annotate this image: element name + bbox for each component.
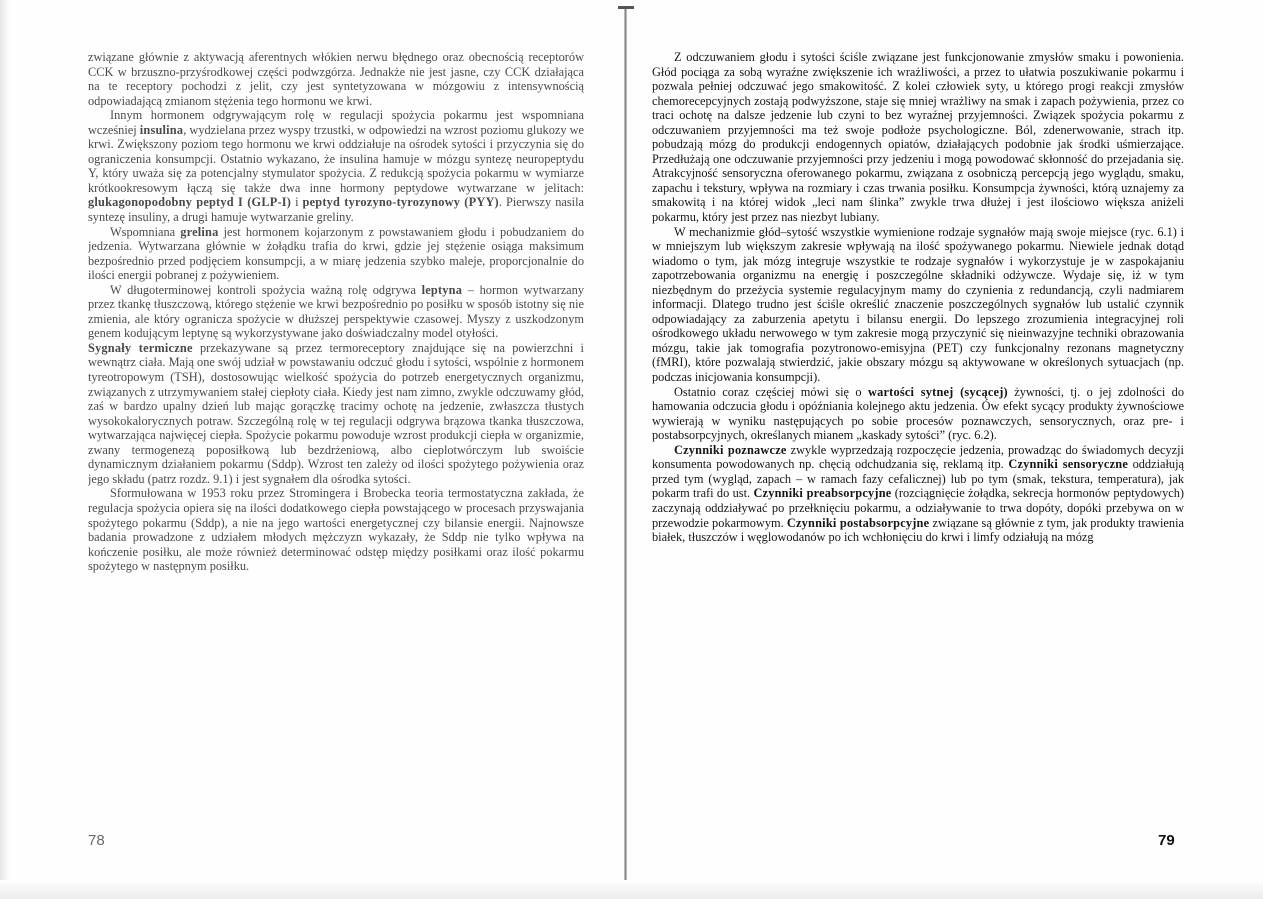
bold-term: insulina [139,122,184,137]
text-run: – hormon wytwarzany przez tkankę tłuszczową, którego stężenie we krwi bezpośrednio po posiłku w sposób istotny się nie zmienia, ale który ogranicza spożycie w dłuższej perspektywie czasowej. Myszy z uszkodzonym genem kodującym leptynę są wykorzystywane jako doświadczalny model otyłości. [88,282,584,341]
paragraph [88,50,584,108]
gutter-mark [618,6,634,31]
page-shadow-left [0,0,10,899]
text-run: jest hormonem kojarzonym z powstawaniem głodu i pobudzaniem do jedzenia. Wytwarzana głównie w żołądku trafia do krwi, gdzie jej stężenie osiąga maksimum bezpośrednio przed podjęciem konsumpcji, a w miarę jedzenia szybko maleje, proporcjonalnie do ilości energii pobranej z pożywieniem. [88,224,584,283]
paragraph [88,108,584,224]
bold-term: glukagonopodobny peptyd I (GLP-I) [88,195,292,210]
book-gutter [624,8,627,888]
bold-term: Czynniki preabsorpcyjne [753,486,892,501]
bold-term: peptyd tyrozyno-tyrozynowy (PYY) [302,195,499,210]
bold-term: Sygnały termiczne [88,340,193,355]
bold-term: grelina [180,224,219,239]
text-run: W długoterminowej kontroli spożycia ważną rolę odgrywa [110,282,422,297]
right-page-text [652,50,1184,820]
text-run: , wydzielana przez wyspy trzustki, w odpowiedzi na wzrost poziomu glukozy we krwi. Zwiększony poziom tego hormonu we krwi oddziałuje na ośrodek sytości i przyczynia się do ograniczenia konsumpcji. Ostatnio wykazano, że insulina hamuje w mózgu syntezę neuropeptydu Y, który uważa się za potencjalny stymulator spożycia. Z redukcją spożycia pokarmu w wymiarze krótkookresowym łączą się także dwa inne hormony peptydowe wytwarzane w jelitach: [88,122,584,195]
paragraph [88,486,584,573]
text-run: (rozciągnięcie żołądka, sekrecja hormonów peptydowych) zaczynają oddziaływać po przełknięciu pokarmu, a odziaływanie to trwa dopóty, dopóki przebywa on w przewodzie pokarmowym. [652,486,1184,530]
bold-term: Czynniki postabsorpcyjne [786,515,930,530]
page-number-left: 78 [88,832,105,849]
text-run: żywności, tj. o jej zdolności do hamowania odczucia głodu i opóźniania kolejnego aktu jedzenia. Ów efekt sycący produkty żywnościowe wywierają w wyniku następujących po sobie procesów poznawczych, sensorycznych, oraz pre- i postabsorpcyjnych, określanych mianem „kaskady sytości” (ryc. 6.2). [652,384,1184,443]
left-page-text [88,50,584,820]
text-run: Z odczuwaniem głodu i sytości ściśle związane jest funkcjonowanie zmysłów smaku i powonienia. Głód pociąga za sobą wyraźne zwiększenie ich wrażliwości, a przez to ułatwia poszukiwanie pokarmu i pozwala pełniej odczuwać jego smakowitość. Z kolei człowiek syty, u którego progi reakcji zmysłów chemorecepcyjnych zostają podwyższone, staje się mniej wrażliwy na smak i zapach pożywienia, przez co traci ochotę na dalsze jedzenie lub czyni to bez wyraźnej przyjemności. Związek spożycia pokarmu z odczuwaniem przyjemności ma też swoje podłoże psychologiczne. Ból, zdenerwowanie, strach itp. pobudzają mózg do produkcji endogennych opiatów, działających podobnie jak środki uśmierzające. Przedłużają one odczuwanie przyjemności przy jedzeniu i mogą powodować skłonność do przejadania się. Atrakcyjność sensoryczna oferowanego pokarmu, związana z osobniczą percepcją jego wyglądu, smaku, zapachu i tekstury, wpływa na rozmiary i czas trwania posiłku. Konsumpcja żywności, którą uznajemy za smakowitą i na której widok „leci nam ślinka” zwykle trwa dłużej i jest ilościowo większa aniżeli pokarmu, który jest przez nas niezbyt lubiany. [652,50,1184,225]
page-bottom-edge [0,880,1263,899]
bold-term: Czynniki sensoryczne [1008,457,1129,472]
text-run: W mechanizmie głód–sytość wszystkie wymienione rodzaje sygnałów mają swoje miejsce (ryc. 6.1) i w mniejszym lub większym zakresie wpływają na ilość spożywanego pokarmu. Niewiele jednak dotąd wiadomo o tym, jak mózg integruje wszystkie te rodzaje sygnałów i wykorzystuje je w zaspokajaniu zapotrzebowania organizmu na energię i poszczególne składniki odżywcze. Wydaje się, iż w tym niezbędnym do przeżycia systemie regulacyjnym mamy do czynienia z redundancją, czyli nadmiarem informacji. Dlatego trudno jest ściśle określić znaczenie poszczególnych sygnałów lub ustalić czynnik odpowiadający za zaburzenia apetytu i bilansu energii. Do lepszego zrozumienia integracyjnej roli ośrodkowego układu nerwowego w tym zakresie mogą przyczynić się nieinwazyjne techniki obrazowania mózgu, takie jak tomografia pozytronowo-emisyjna (PET) czy funkcjonalny rezonans magnetyczny (fMRI), które pozwalają stwierdzić, jakie obszary mózgu są aktywowane w określonych sytuacjach (np. podczas inicjowania konsumpcji). [652,224,1184,385]
bold-term: wartości sytnej (sycącej) [868,384,1008,399]
text-run: Ostatnio coraz częściej mówi się o [674,384,868,399]
paragraph [88,283,584,341]
text-run: związane głównie z aktywacją aferentnych włókien nerwu błędnego oraz obecnością receptorów CCK w brzuszno-przyśrodkowej części podwzgórza. Jednakże nie jest jasne, czy CCK działająca na te receptory pochodzi z jelit, czy jest syntetyzowana w mózgowiu z intensywnością odpowiadającą zmianom stężenia tego hormonu we krwi. [88,50,584,108]
text-run: związane są głównie z tym, jak produkty trawienia białek, tłuszczów i węglowodanów po ich wchłonięciu do krwi i limfy odziałują na mózg [652,515,1184,545]
text-run: i [291,195,303,210]
text-run: . Pierwszy nasila syntezę insuliny, a drugi hamuje wytwarzanie greliny. [88,195,584,225]
bold-term: Czynniki poznawcze [674,442,787,457]
paragraph [88,225,584,283]
paragraph [652,385,1184,443]
text-run: Sformułowana w 1953 roku przez Stromingera i Brobecka teoria termostatyczna zakłada, że regulacja spożycia opiera się na ilości dodatkowego ciepła powstającego w procesach przyswajania spożytego pokarmu (Sddp), a nie na jego wartości energetycznej czy bilansie energii. Najnowsze badania prowadzone z udziałem młodych mężczyzn wykazały, że Sddp nie tylko wpływa na kończenie posiłku, ale może również determinować odstęp między posiłkami oraz ilość pokarmu spożytego w następnym posiłku. [88,486,584,574]
text-run: przekazywane są przez termoreceptory znajdujące się na powierzchni i wewnątrz ciała. Mają one swój udział w powstawaniu odczuć głodu i sytości, wspólnie z hormonem tyreotropowym (TSH), dostosowując wielkość spożycia do potrzeb energetycznych organizmu, związanych z utrzymywaniem stałej ciepłoty ciała. Kiedy jest nam zimno, zwykle odczuwamy głód, zaś w bardzo upalny dzień lub mając gorączkę tracimy ochotę na jedzenie, zwłaszcza tłustych wysokokalorycznych potraw. Szczególną rolę w tej regulacji odgrywa brązowa tkanka tłuszczowa, wytwarzająca najwięcej ciepła. Spożycie pokarmu powoduje wzrost produkcji ciepła w organizmie, zwany termogenezą poposiłkową lub bezdrżeniową, albo cieplotwórczym lub swoiście dynamicznym działaniem pokarmu (Sddp). Wzrost ten zależy od ilości spożytego pożywienia oraz jego składu (patrz rozdz. 9.1) i jest sygnałem dla ośrodka sytości. [88,340,584,486]
paragraph [652,443,1184,545]
bold-term: leptyna [421,282,463,297]
paragraph [652,50,1184,225]
paragraph [652,225,1184,385]
text-run: zwykle wyprzedzają rozpoczęcie jedzenia, prowadząc do świadomych decyzji konsumenta powodowanych np. chęcią odchudzania się, reklamą itp. [652,442,1184,472]
text-run: Wspomniana [110,224,181,239]
paragraph [88,341,584,486]
page-number-right: 79 [1158,832,1175,849]
text-run: Innym hormonem odgrywającym rolę w regulacji spożycia pokarmu jest wspomniana wcześniej [88,108,584,137]
text-run: oddziałują przed tym (wygląd, zapach – w ramach fazy cefalicznej) lub po tym (smak, tekstura, temperatura), jak pokarm trafi do ust. [652,457,1184,501]
